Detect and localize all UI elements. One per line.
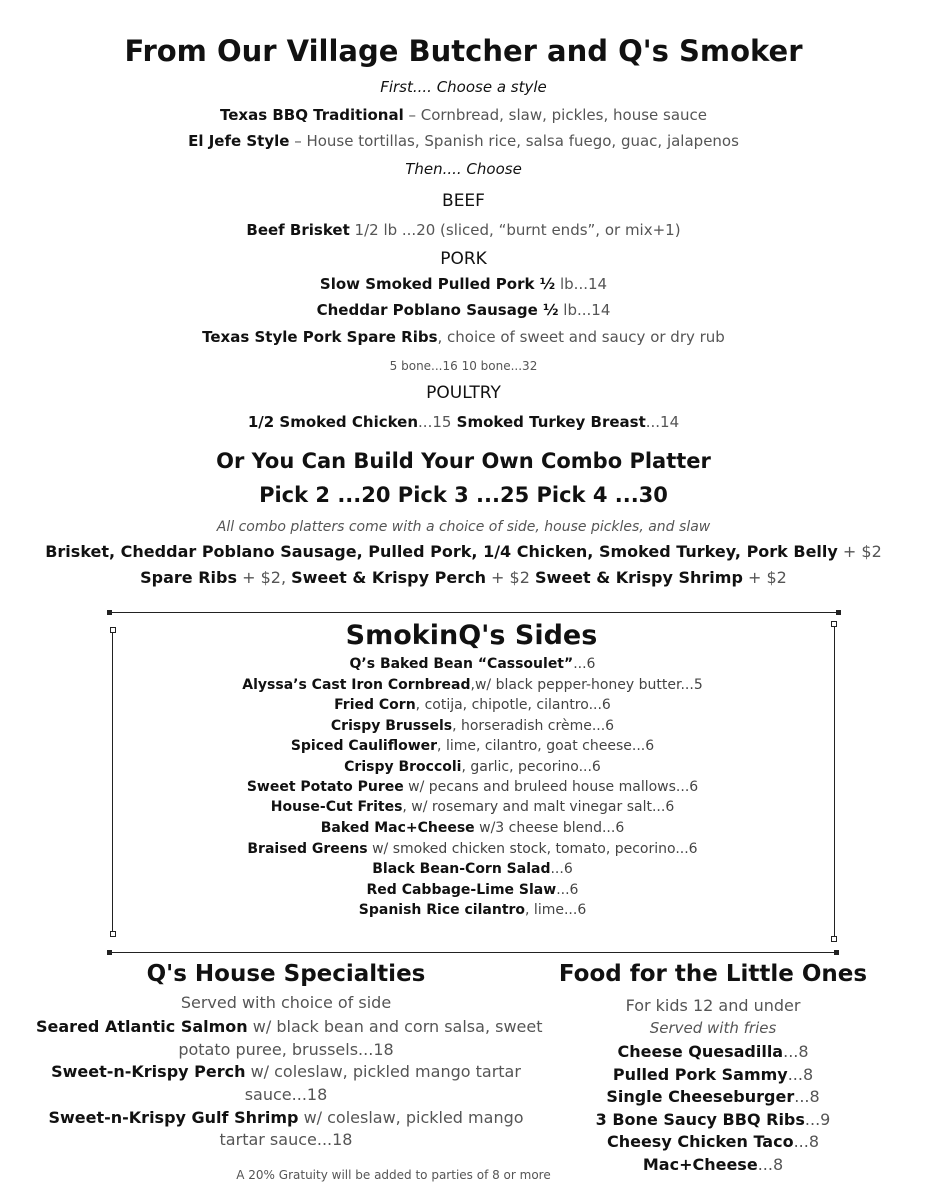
side-desc: , garlic, pecorino...6 <box>461 759 601 775</box>
combo-title: Or You Can Build Your Own Combo Platter <box>216 449 711 473</box>
side-item <box>0 841 927 857</box>
frame-top-rule <box>109 612 838 613</box>
kids-item <box>530 1132 896 1151</box>
house-item-perch <box>36 1062 536 1081</box>
item-name: Texas Style Pork Spare Ribs <box>202 328 438 346</box>
frame-bottom-rule <box>109 952 838 953</box>
ribs-prices: 5 bone...16 10 bone...32 <box>389 359 538 373</box>
side-name: Alyssa’s Cast Iron Cornbread <box>242 677 471 693</box>
item-desc: w/ coleslaw, pickled mango <box>298 1108 524 1127</box>
kids-served-with: Served with fries <box>649 1019 777 1037</box>
side-item <box>0 902 927 918</box>
frame-corner <box>107 950 112 955</box>
item-name: Pulled Pork Sammy <box>612 1065 788 1084</box>
house-item-shrimp-desc: tartar sauce...18 <box>219 1130 353 1149</box>
item-desc: w/ coleslaw, pickled mango tartar <box>245 1062 521 1081</box>
item-name: Single Cheeseburger <box>606 1087 795 1106</box>
item-price: ...9 <box>804 1110 831 1129</box>
side-name: Fried Corn <box>334 697 416 713</box>
side-desc: ,w/ black pepper-honey butter...5 <box>470 677 703 693</box>
combo-prices: Pick 2 ...20 Pick 3 ...25 Pick 4 ...30 <box>259 483 668 507</box>
item-name: Smoked Turkey Breast <box>451 413 646 431</box>
gratuity-note: A 20% Gratuity will be added to parties of 8 or more <box>236 1168 551 1182</box>
combo-items: Brisket, Cheddar Poblano Sausage, Pulled Pork, 1/4 Chicken, Smoked Turkey, Pork Belly <box>45 542 838 561</box>
style-desc: – Cornbread, slaw, pickles, house sauce <box>403 106 708 124</box>
frame-corner <box>107 610 112 615</box>
kids-item <box>530 1087 896 1106</box>
item-desc: lb...14 <box>558 301 611 319</box>
side-name: Baked Mac+Cheese <box>320 820 475 836</box>
combo-upcharge: + $2 <box>485 568 535 587</box>
side-desc: ...6 <box>550 861 573 877</box>
item-price: ...14 <box>645 413 680 431</box>
item-name: Cheesy Chicken Taco <box>606 1132 794 1151</box>
frame-corner <box>834 950 839 955</box>
item-name: Slow Smoked Pulled Pork ½ <box>319 275 556 293</box>
side-item <box>0 718 927 734</box>
side-desc: ...6 <box>573 656 596 672</box>
item-desc: w/ black bean and corn salsa, sweet <box>247 1017 543 1036</box>
side-item <box>0 738 927 754</box>
item-price: ...8 <box>793 1132 820 1151</box>
item-name: Cheddar Poblano Sausage ½ <box>316 301 559 319</box>
side-desc: , w/ rosemary and malt vinegar salt...6 <box>402 799 675 815</box>
house-item-shrimp <box>36 1108 536 1127</box>
combo-options-line2 <box>0 568 927 587</box>
item-price: ...8 <box>783 1042 809 1061</box>
item-name: Seared Atlantic Salmon <box>36 1017 248 1036</box>
side-item <box>0 799 927 815</box>
side-name: Black Bean-Corn Salad <box>372 861 551 877</box>
item-desc: , choice of sweet and saucy or dry rub <box>437 328 725 346</box>
side-desc: , lime...6 <box>525 902 587 918</box>
side-name: Crispy Broccoli <box>344 759 462 775</box>
kids-item <box>530 1065 896 1084</box>
beef-heading: BEEF <box>442 191 485 211</box>
side-desc: , horseradish crème...6 <box>452 718 615 734</box>
combo-item: Sweet & Krispy Perch <box>291 568 486 587</box>
side-item <box>0 882 927 898</box>
side-item <box>0 820 927 836</box>
side-name: Spiced Cauliflower <box>290 738 438 754</box>
kids-item <box>530 1110 896 1129</box>
side-item <box>0 677 927 693</box>
side-name: Spanish Rice cilantro <box>358 902 526 918</box>
side-item <box>0 656 927 672</box>
side-desc: , lime, cilantro, goat cheese...6 <box>437 738 655 754</box>
house-item-salmon <box>36 1017 543 1036</box>
item-name: Mac+Cheese <box>642 1155 758 1174</box>
kids-subtitle: For kids 12 and under <box>625 996 801 1015</box>
item-name: 3 Bone Saucy BBQ Ribs <box>595 1110 805 1129</box>
side-item <box>0 779 927 795</box>
pork-item <box>0 301 927 319</box>
item-desc: lb...14 <box>555 275 608 293</box>
side-name: Q’s Baked Bean “Cassoulet” <box>349 656 574 672</box>
poultry-items <box>0 413 927 431</box>
then-choose: Then.... Choose <box>405 160 522 178</box>
combo-item: Spare Ribs <box>140 568 238 587</box>
side-name: Braised Greens <box>247 841 368 857</box>
frame-corner <box>110 931 116 937</box>
item-price: ...15 <box>418 413 452 431</box>
pork-item <box>0 328 927 346</box>
side-name: Sweet Potato Puree <box>246 779 404 795</box>
style-desc: – House tortillas, Spanish rice, salsa fuego, guac, jalapenos <box>289 132 739 150</box>
side-item <box>0 861 927 877</box>
side-desc: ...6 <box>556 882 579 898</box>
item-name: Sweet-n-Krispy Gulf Shrimp <box>48 1108 299 1127</box>
item-name: Cheese Quesadilla <box>617 1042 784 1061</box>
side-name: House-Cut Frites <box>270 799 403 815</box>
poultry-heading: POULTRY <box>426 383 501 403</box>
side-desc: , cotija, chipotle, cilantro...6 <box>415 697 611 713</box>
item-price: ...8 <box>757 1155 784 1174</box>
sides-title: SmokinQ's Sides <box>345 620 598 651</box>
page-title: From Our Village Butcher and Q's Smoker <box>124 34 803 68</box>
frame-corner <box>836 610 841 615</box>
combo-item: Sweet & Krispy Shrimp <box>535 568 743 587</box>
item-name: 1/2 Smoked Chicken <box>247 413 419 431</box>
style-name: Texas BBQ Traditional <box>219 106 404 124</box>
item-name: Sweet-n-Krispy Perch <box>51 1062 246 1081</box>
combo-upcharge: + $2, <box>237 568 292 587</box>
item-price: ...8 <box>787 1065 814 1084</box>
side-item <box>0 697 927 713</box>
house-item-perch-desc: sauce...18 <box>244 1085 328 1104</box>
pork-heading: PORK <box>440 249 487 269</box>
style-texas-bbq <box>0 106 927 124</box>
item-desc: 1/2 lb ...20 (sliced, “burnt ends”, or mix+1) <box>349 221 681 239</box>
side-name: Red Cabbage-Lime Slaw <box>366 882 557 898</box>
side-desc: w/ smoked chicken stock, tomato, pecorino...6 <box>367 841 698 857</box>
house-subtitle: Served with choice of side <box>180 993 392 1012</box>
item-name: Beef Brisket <box>246 221 350 239</box>
side-desc: w/3 cheese blend...6 <box>474 820 625 836</box>
combo-upcharge: + $2 <box>742 568 787 587</box>
combo-upcharge: + $2 <box>837 542 882 561</box>
side-name: Crispy Brussels <box>330 718 453 734</box>
style-name: El Jefe Style <box>188 132 290 150</box>
kids-title: Food for the Little Ones <box>558 961 868 987</box>
pork-item <box>0 275 927 293</box>
item-price: ...8 <box>794 1087 820 1106</box>
beef-brisket <box>0 221 927 239</box>
style-el-jefe <box>0 132 927 150</box>
kids-item <box>530 1042 896 1061</box>
combo-note: All combo platters come with a choice of side, house pickles, and slaw <box>216 519 711 535</box>
first-choose-style: First.... Choose a style <box>380 78 547 96</box>
side-desc: w/ pecans and bruleed house mallows...6 <box>403 779 699 795</box>
side-item <box>0 759 927 775</box>
house-title: Q's House Specialties <box>146 961 426 987</box>
house-item-salmon-desc: potato puree, brussels...18 <box>178 1040 394 1059</box>
combo-options-line1 <box>0 542 927 561</box>
frame-corner <box>831 936 837 942</box>
